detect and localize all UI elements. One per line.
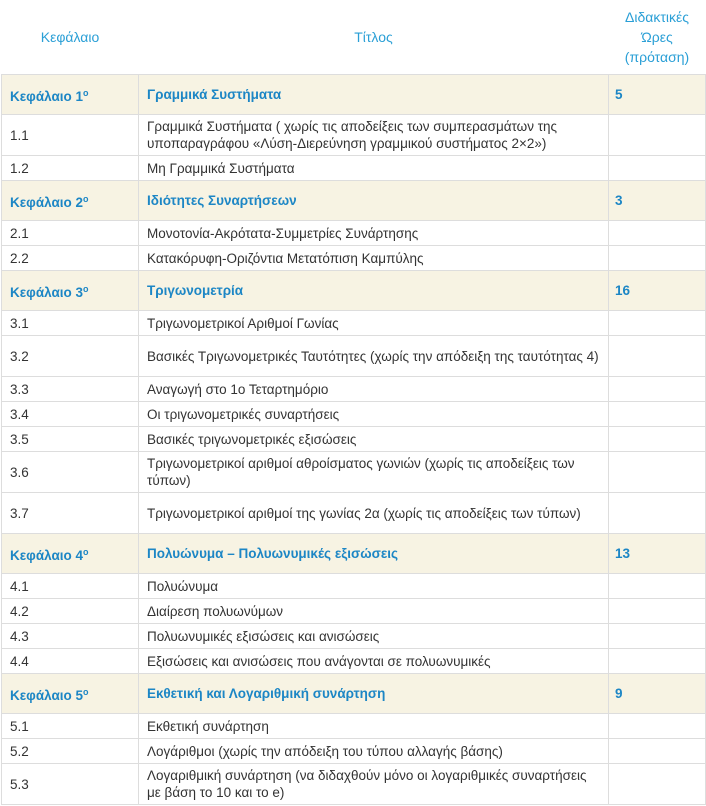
chapter-title: Γραμμικά Συστήματα xyxy=(139,75,609,115)
curriculum-table xyxy=(1,0,706,805)
section-row xyxy=(2,452,706,493)
section-title: Οι τριγωνομετρικές συναρτήσεις xyxy=(139,402,609,427)
chapter-row xyxy=(2,271,706,311)
section-number: 3.3 xyxy=(2,377,139,402)
section-row xyxy=(2,739,706,764)
section-title: Γραμμικά Συστήματα ( χωρίς τις αποδείξεις των συμπερασμάτων της υποπαραγράφου «Λύση-Διερεύνηση γραμμικού συστήματος 2×2») xyxy=(139,115,609,156)
section-hours xyxy=(609,402,706,427)
table-body xyxy=(2,75,706,805)
section-row xyxy=(2,246,706,271)
section-number: 3.4 xyxy=(2,402,139,427)
header-title: Τίτλος xyxy=(354,29,393,45)
chapter-label: Κεφάλαιο 5 xyxy=(10,687,84,703)
section-title: Μονοτονία-Ακρότατα-Συμμετρίες Συνάρτησης xyxy=(139,221,609,246)
section-hours xyxy=(609,336,706,377)
header-hours-line2: Ώρες xyxy=(641,29,673,45)
section-row xyxy=(2,336,706,377)
header-hours xyxy=(609,0,706,75)
chapter-label: Κεφάλαιο 3 xyxy=(10,284,84,300)
section-row xyxy=(2,156,706,181)
section-row xyxy=(2,377,706,402)
chapter-label-cell xyxy=(2,271,139,311)
section-title: Μη Γραμμικά Συστήματα xyxy=(139,156,609,181)
section-title: Βασικές τριγωνομετρικές εξισώσεις xyxy=(139,427,609,452)
section-title: Εκθετική συνάρτηση xyxy=(139,714,609,739)
section-hours xyxy=(609,156,706,181)
header-chapter: Κεφάλαιο xyxy=(40,29,100,45)
section-hours xyxy=(609,115,706,156)
chapter-ordinal: ο xyxy=(83,193,89,204)
section-number: 5.1 xyxy=(2,714,139,739)
section-row xyxy=(2,764,706,805)
section-title: Πολυώνυμα xyxy=(139,574,609,599)
chapter-label: Κεφάλαιο 2 xyxy=(10,194,84,210)
section-hours xyxy=(609,599,706,624)
section-row xyxy=(2,649,706,674)
chapter-label-cell xyxy=(2,75,139,115)
section-number: 4.2 xyxy=(2,599,139,624)
chapter-hours: 3 xyxy=(609,181,706,221)
section-number: 4.3 xyxy=(2,624,139,649)
section-hours xyxy=(609,739,706,764)
section-hours xyxy=(609,574,706,599)
section-title: Βασικές Τριγωνομετρικές Ταυτότητες (χωρίς την απόδειξη της ταυτότητας 4) xyxy=(139,336,609,377)
chapter-row xyxy=(2,674,706,714)
section-number: 2.2 xyxy=(2,246,139,271)
section-title: Λογάριθμοι (χωρίς την απόδειξη του τύπου αλλαγής βάσης) xyxy=(139,739,609,764)
section-title: Εξισώσεις και ανισώσεις που ανάγονται σε πολυωνυμικές xyxy=(139,649,609,674)
chapter-title: Πολυώνυμα – Πολυωνυμικές εξισώσεις xyxy=(139,534,609,574)
section-row xyxy=(2,493,706,534)
chapter-label-cell xyxy=(2,674,139,714)
chapter-label: Κεφάλαιο 4 xyxy=(10,547,84,563)
chapter-label: Κεφάλαιο 1 xyxy=(10,88,84,104)
section-hours xyxy=(609,493,706,534)
section-row xyxy=(2,311,706,336)
section-row xyxy=(2,402,706,427)
section-hours xyxy=(609,624,706,649)
section-number: 3.5 xyxy=(2,427,139,452)
chapter-label-cell xyxy=(2,181,139,221)
section-row xyxy=(2,221,706,246)
section-row xyxy=(2,714,706,739)
section-number: 5.2 xyxy=(2,739,139,764)
section-row xyxy=(2,427,706,452)
chapter-title: Τριγωνομετρία xyxy=(139,271,609,311)
chapter-hours: 5 xyxy=(609,75,706,115)
chapter-label-cell xyxy=(2,534,139,574)
section-number: 3.1 xyxy=(2,311,139,336)
chapter-ordinal: ο xyxy=(83,546,89,557)
section-number: 5.3 xyxy=(2,764,139,805)
header-hours-line3: (πρόταση) xyxy=(624,49,690,65)
chapter-row xyxy=(2,534,706,574)
section-title: Τριγωνομετρικοί Αριθμοί Γωνίας xyxy=(139,311,609,336)
chapter-ordinal: ο xyxy=(83,686,89,697)
section-title: Τριγωνομετρικοί αριθμοί της γωνίας 2α (χωρίς τις αποδείξεις των τύπων) xyxy=(139,493,609,534)
section-number: 4.4 xyxy=(2,649,139,674)
section-hours xyxy=(609,649,706,674)
section-title: Κατακόρυφη-Οριζόντια Μετατόπιση Καμπύλης xyxy=(139,246,609,271)
chapter-hours: 13 xyxy=(609,534,706,574)
section-row xyxy=(2,599,706,624)
section-title: Αναγωγή στο 1ο Τεταρτημόριο xyxy=(139,377,609,402)
section-number: 4.1 xyxy=(2,574,139,599)
section-hours xyxy=(609,764,706,805)
section-hours xyxy=(609,452,706,493)
chapter-title: Ιδιότητες Συναρτήσεων xyxy=(139,181,609,221)
section-number: 3.7 xyxy=(2,493,139,534)
table-header-row xyxy=(2,0,706,75)
section-title: Τριγωνομετρικοί αριθμοί αθροίσματος γωνιών (χωρίς τις αποδείξεις των τύπων) xyxy=(139,452,609,493)
section-row xyxy=(2,574,706,599)
section-number: 2.1 xyxy=(2,221,139,246)
section-hours xyxy=(609,427,706,452)
section-hours xyxy=(609,246,706,271)
section-hours xyxy=(609,311,706,336)
chapter-title: Εκθετική και Λογαριθμική συνάρτηση xyxy=(139,674,609,714)
section-hours xyxy=(609,714,706,739)
chapter-hours: 16 xyxy=(609,271,706,311)
header-hours-line1: Διδακτικές xyxy=(625,9,689,25)
section-row xyxy=(2,624,706,649)
section-title: Λογαριθμική συνάρτηση (να διδαχθούν μόνο οι λογαριθμικές συναρτήσεις με βάση το 10 και το e) xyxy=(139,764,609,805)
section-hours xyxy=(609,377,706,402)
section-hours xyxy=(609,221,706,246)
chapter-row xyxy=(2,181,706,221)
section-number: 1.2 xyxy=(2,156,139,181)
section-row xyxy=(2,115,706,156)
section-title: Διαίρεση πολυωνύμων xyxy=(139,599,609,624)
section-number: 3.2 xyxy=(2,336,139,377)
chapter-ordinal: ο xyxy=(83,283,89,294)
section-title: Πολυωνυμικές εξισώσεις και ανισώσεις xyxy=(139,624,609,649)
chapter-row xyxy=(2,75,706,115)
chapter-ordinal: ο xyxy=(83,87,89,98)
section-number: 3.6 xyxy=(2,452,139,493)
chapter-hours: 9 xyxy=(609,674,706,714)
section-number: 1.1 xyxy=(2,115,139,156)
